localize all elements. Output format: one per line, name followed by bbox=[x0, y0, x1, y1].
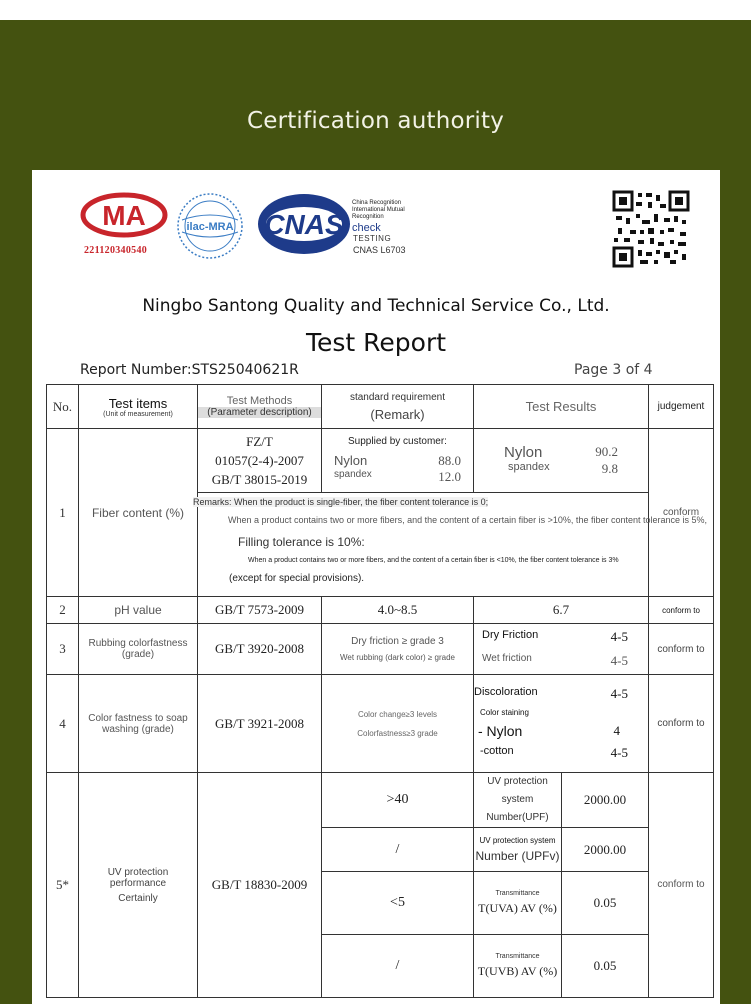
res-dry-label: Dry Friction bbox=[482, 629, 539, 641]
report-title: Test Report bbox=[305, 328, 447, 357]
table-row bbox=[47, 429, 714, 493]
std-dry: Dry friction ≥ grade 3 bbox=[351, 636, 444, 647]
header-judgement: judgement bbox=[649, 385, 714, 429]
row-method bbox=[198, 429, 322, 493]
row-test-item: Color fastness to soap washing (grade) bbox=[79, 675, 198, 773]
row-result bbox=[474, 429, 649, 493]
cnas-recognition-text bbox=[352, 200, 405, 221]
res-nylon bbox=[474, 723, 648, 739]
uv-label-cell bbox=[474, 828, 562, 872]
uv-value: 2000.00 bbox=[562, 828, 649, 872]
res-nylon-label: Nylon bbox=[504, 444, 543, 461]
res-spandex-value: 9.8 bbox=[601, 461, 618, 476]
table-row bbox=[47, 773, 714, 828]
res-staining: Color staining bbox=[480, 708, 529, 717]
std-spandex bbox=[322, 469, 473, 485]
table-row bbox=[47, 624, 714, 675]
row-method: GB/T 18830-2009 bbox=[198, 773, 322, 998]
uv-value: 0.05 bbox=[562, 872, 649, 935]
cnas-line: China Recognition bbox=[352, 200, 402, 206]
std-nylon bbox=[322, 453, 473, 469]
page-number: Page 3 of 4 bbox=[574, 362, 653, 378]
row-number: 4 bbox=[47, 675, 79, 773]
uv-label: UV protection system Number(UPF) bbox=[474, 773, 562, 828]
qr-code bbox=[612, 190, 690, 268]
cnas-logo bbox=[256, 192, 352, 256]
row-test-item: pH value bbox=[79, 597, 198, 624]
std-spandex-value: 12.0 bbox=[438, 469, 461, 484]
res-wet-value: 4-5 bbox=[610, 653, 628, 668]
header-methods-label: Test Methods bbox=[226, 395, 293, 407]
table-row bbox=[47, 597, 714, 624]
header-no: No. bbox=[47, 385, 79, 429]
remarks-line: Filling tolerance is 10%: bbox=[238, 535, 365, 549]
cma-logo-text: MA bbox=[102, 200, 146, 231]
uv-std: >40 bbox=[322, 773, 474, 828]
row-judgement: conform to bbox=[649, 597, 714, 624]
row-number: 5* bbox=[47, 773, 79, 998]
row-standard bbox=[322, 429, 474, 493]
method-line: FZ/T bbox=[246, 434, 273, 449]
res-discoloration bbox=[474, 686, 648, 702]
row-standard bbox=[322, 675, 474, 773]
uv-label-cell bbox=[474, 935, 562, 998]
test-results-table bbox=[46, 384, 714, 998]
row-method: GB/T 7573-2009 bbox=[198, 597, 322, 624]
row-number: 3 bbox=[47, 624, 79, 675]
uv-label: Number (UPFv) bbox=[475, 849, 560, 863]
remarks-line: When a product contains two or more fibers, and the content of a certain fiber is <10%, the fiber content tolerance is 3% bbox=[248, 557, 619, 564]
cnas-check-label: check bbox=[352, 222, 381, 234]
cnas-testing-label: TESTING bbox=[353, 234, 392, 243]
uv-value: 0.05 bbox=[562, 935, 649, 998]
ilac-logo-text: ilac-MRA bbox=[186, 221, 234, 233]
cma-number: 221120340540 bbox=[84, 245, 148, 256]
method-line: GB/T 38015-2019 bbox=[211, 472, 308, 487]
header-test-methods bbox=[198, 385, 322, 429]
std-spandex-label: spandex bbox=[334, 469, 372, 480]
res-nylon-value: 90.2 bbox=[595, 444, 618, 459]
row-judgement: conform bbox=[649, 429, 714, 597]
res-spandex-label: spandex bbox=[508, 461, 550, 473]
row-result bbox=[474, 624, 649, 675]
cnas-logo-text: CNAS bbox=[264, 209, 344, 240]
uv-label-small: Transmittance bbox=[495, 890, 540, 897]
uv-label-small: UV protection system bbox=[479, 836, 556, 845]
res-discoloration-label: Discoloration bbox=[474, 686, 538, 698]
table-header-row bbox=[47, 385, 714, 429]
row-judgement: conform to bbox=[649, 675, 714, 773]
std-wet: Wet rubbing (dark color) ≥ grade bbox=[340, 653, 455, 662]
cnas-line: Recognition bbox=[352, 214, 384, 220]
header-standard-label: standard requirement bbox=[349, 391, 446, 403]
res-discoloration-value: 4-5 bbox=[610, 686, 628, 701]
remarks-line: (except for special provisions). bbox=[229, 573, 365, 584]
table-row bbox=[47, 675, 714, 773]
std-nylon-label: Nylon bbox=[334, 453, 368, 468]
res-dry bbox=[474, 629, 648, 645]
row-method: GB/T 3920-2008 bbox=[198, 624, 322, 675]
row-number: 1 bbox=[47, 429, 79, 597]
remarks-line: Remarks: When the product is single-fiber, the fiber content tolerance is 0; bbox=[193, 497, 489, 507]
section-heading: Certification authority bbox=[246, 108, 505, 134]
row-judgement: conform to bbox=[649, 624, 714, 675]
res-cotton-label: -cotton bbox=[480, 745, 514, 757]
std-fastness: Colorfastness≥3 grade bbox=[357, 728, 438, 738]
row-test-item bbox=[79, 773, 198, 998]
uv-item-sub: Certainly bbox=[118, 892, 158, 904]
row-standard bbox=[322, 624, 474, 675]
cnas-line: International Mutual bbox=[352, 207, 405, 213]
header-standard bbox=[322, 385, 474, 429]
uv-item-label: UV protection performance bbox=[107, 866, 169, 889]
std-nylon-value: 88.0 bbox=[438, 453, 461, 468]
header-standard-sub: (Remark) bbox=[370, 406, 425, 422]
res-dry-value: 4-5 bbox=[610, 629, 628, 644]
report-number: Report Number:STS25040621R bbox=[80, 362, 299, 378]
header-items-label: Test items bbox=[108, 395, 168, 411]
row-test-item: Rubbing colorfastness (grade) bbox=[79, 624, 198, 675]
header-test-results: Test Results bbox=[474, 385, 649, 429]
company-name: Ningbo Santong Quality and Technical Service Co., Ltd. bbox=[142, 296, 610, 316]
remarks-line: When a product contains two or more fibers, and the content of a certain fiber is >10%, the fiber content tolerance is 5%, bbox=[228, 515, 708, 525]
header-methods-sub: (Parameter description) bbox=[198, 407, 321, 418]
uv-std: / bbox=[322, 828, 474, 872]
uv-value: 2000.00 bbox=[562, 773, 649, 828]
res-nylon-value: 4 bbox=[613, 723, 620, 738]
cnas-id: CNAS L6703 bbox=[353, 245, 406, 255]
uv-label-small: Transmittance bbox=[495, 953, 540, 960]
row-judgement: conform to bbox=[649, 773, 714, 998]
row-method: GB/T 3921-2008 bbox=[198, 675, 322, 773]
res-wet-label: Wet friction bbox=[482, 653, 532, 664]
res-cotton-value: 4-5 bbox=[610, 745, 628, 760]
uv-std: <5 bbox=[322, 872, 474, 935]
res-nylon-label: - Nylon bbox=[478, 723, 523, 739]
header-items-sub: (Unit of measurement) bbox=[103, 410, 173, 418]
supplied-label: Supplied by customer: bbox=[348, 436, 447, 447]
uv-label: T(UVB) AV (%) bbox=[477, 964, 558, 978]
res-nylon bbox=[474, 444, 648, 461]
header-test-items bbox=[79, 385, 198, 429]
row-number: 2 bbox=[47, 597, 79, 624]
std-change: Color change≥3 levels bbox=[357, 709, 438, 719]
uv-label: T(UVA) AV (%) bbox=[478, 901, 557, 915]
row-result: 6.7 bbox=[474, 597, 649, 624]
uv-std: / bbox=[322, 935, 474, 998]
res-cotton bbox=[474, 745, 648, 761]
cma-logo bbox=[80, 192, 168, 238]
method-line: 01057(2-4)-2007 bbox=[215, 453, 304, 468]
report-document bbox=[32, 170, 720, 1004]
row-test-item: Fiber content (%) bbox=[79, 429, 198, 597]
row-standard: 4.0~8.5 bbox=[322, 597, 474, 624]
ilac-mra-logo bbox=[174, 192, 246, 260]
uv-label-cell bbox=[474, 872, 562, 935]
res-spandex bbox=[474, 461, 648, 477]
row-result bbox=[474, 675, 649, 773]
res-wet bbox=[474, 653, 648, 669]
